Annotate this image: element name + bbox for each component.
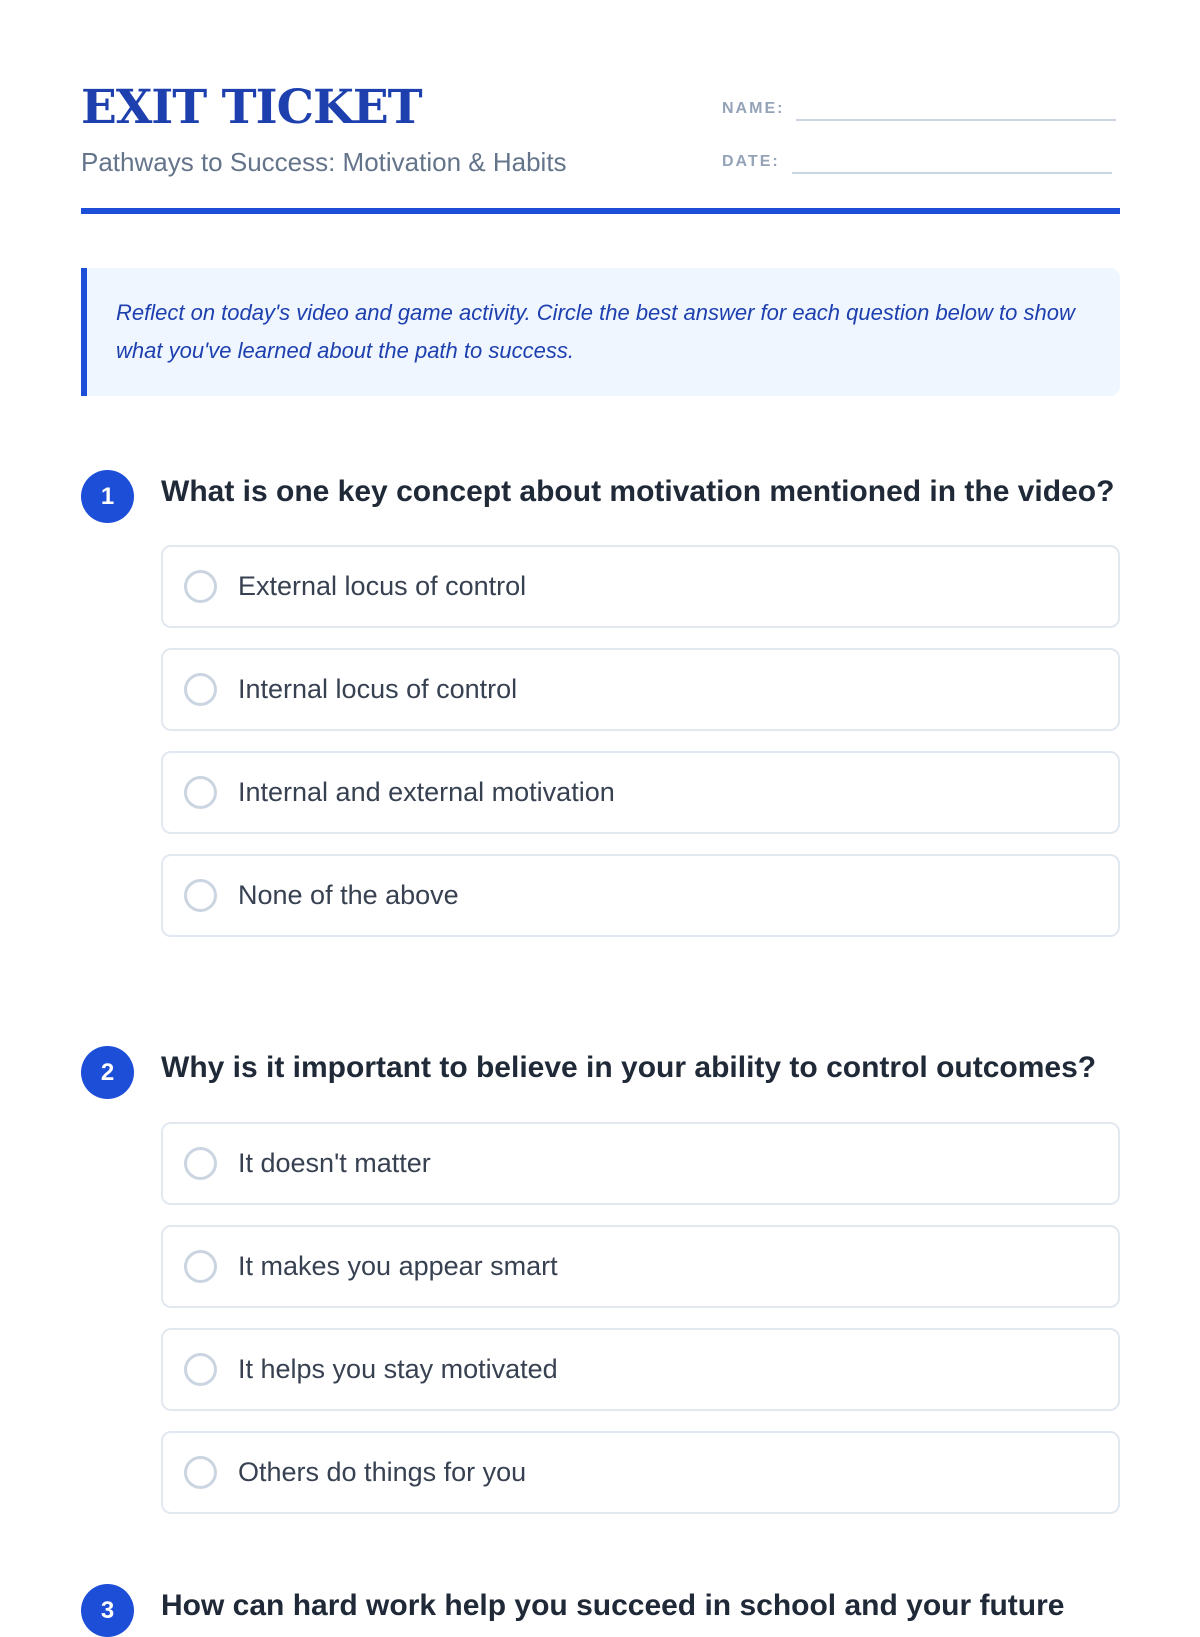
question-header — [81, 1580, 1120, 1626]
answer-option-label: None of the above — [238, 880, 459, 910]
question-number-badge: 2 — [81, 1046, 134, 1099]
answer-option[interactable] — [161, 1225, 1120, 1308]
radio-circle-icon[interactable] — [184, 1147, 217, 1180]
question-text: Why is it important to believe in your ability to control outcomes? — [161, 1051, 1097, 1084]
answer-options — [161, 545, 1120, 937]
question-number-badge: 3 — [81, 1584, 134, 1637]
radio-circle-icon[interactable] — [184, 1456, 217, 1489]
radio-circle-icon[interactable] — [184, 1250, 217, 1283]
answer-option-label: It makes you appear smart — [238, 1251, 558, 1281]
question-text: How can hard work help you succeed in school and your future — [161, 1589, 1065, 1622]
question-1 — [81, 466, 1120, 957]
name-field[interactable] — [722, 95, 1116, 121]
radio-circle-icon[interactable] — [184, 1353, 217, 1386]
radio-circle-icon[interactable] — [184, 570, 217, 603]
answer-options — [161, 1122, 1120, 1514]
header — [81, 0, 1120, 214]
answer-option[interactable] — [161, 1328, 1120, 1411]
answer-option[interactable] — [161, 1122, 1120, 1205]
answer-option-label: External locus of control — [238, 571, 527, 601]
radio-circle-icon[interactable] — [184, 673, 217, 706]
radio-circle-icon[interactable] — [184, 879, 217, 912]
answer-option[interactable] — [161, 854, 1120, 937]
answer-option[interactable] — [161, 1431, 1120, 1514]
answer-option-label: Internal locus of control — [238, 674, 518, 704]
date-field[interactable] — [722, 148, 1112, 174]
answer-option[interactable] — [161, 545, 1120, 628]
instructions-box: Reflect on today's video and game activity. Circle the best answer for each question below to show what you've learned about the path to success. — [81, 268, 1120, 396]
question-text: What is one key concept about motivation mentioned in the video? — [161, 475, 1115, 508]
radio-circle-icon[interactable] — [184, 776, 217, 809]
answer-option-label: Internal and external motivation — [238, 777, 615, 807]
question-header — [81, 466, 1120, 512]
date-label: DATE: — [722, 153, 780, 170]
answer-option-label: It helps you stay motivated — [238, 1354, 558, 1384]
answer-option-label: It doesn't matter — [238, 1148, 431, 1178]
answer-option-label: Others do things for you — [238, 1457, 527, 1487]
question-header — [81, 1042, 1120, 1088]
answer-option[interactable] — [161, 751, 1120, 834]
date-input-line[interactable] — [792, 148, 1112, 174]
page-title: EXIT TICKET — [81, 80, 422, 135]
name-input-line[interactable] — [796, 95, 1116, 121]
name-label: NAME: — [722, 100, 785, 117]
question-3 — [81, 1580, 1120, 1626]
header-divider — [81, 208, 1120, 214]
page-subtitle: Pathways to Success: Motivation & Habits — [81, 147, 567, 177]
question-2 — [81, 1042, 1120, 1534]
answer-option[interactable] — [161, 648, 1120, 731]
question-number-badge: 1 — [81, 470, 134, 523]
